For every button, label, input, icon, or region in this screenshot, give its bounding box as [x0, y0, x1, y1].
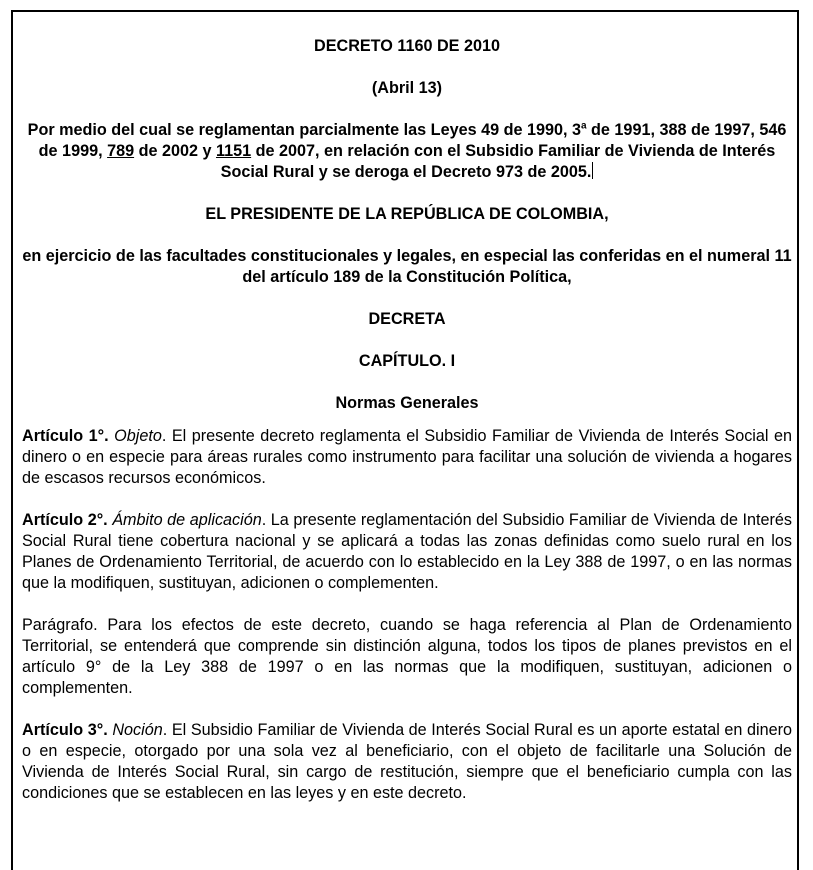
article-1 — [22, 426, 792, 489]
intro-part-1: Por medio del cual se reglamentan parcialmente las Leyes 49 de 1990, 3 — [27, 121, 581, 139]
decree-date: (Abril 13) — [371, 79, 443, 97]
faculties-text: en ejercicio de las facultades constitucionales y legales, en especial las conferidas en el numeral 11 del artículo 189 de la Constitución Política, — [22, 247, 792, 286]
decreta-heading: DECRETA — [368, 310, 446, 328]
paragraph-text: Parágrafo. Para los efectos de este decreto, cuando se haga referencia al Plan de Ordenamiento Territorial, se entenderá que comprende sin distinción alguna, todos los tipos de planes previstos en el artículo 9° de la Ley 388 de 1997 o en las normas que la modifiquen, sustituyan, adicionen o complementen. — [22, 616, 792, 697]
decree-document — [22, 36, 792, 825]
article-number: Artículo 1°. — [22, 427, 109, 445]
article-number: Artículo 2°. — [22, 511, 108, 529]
article-text: . El Subsidio Familiar de Vivienda de Interés Social Rural es un aporte estatal en dinero o en especie, otorgado por una sola vez al beneficiario, con el objeto de facilitarle una Solución de Vivienda de Interés Social Rural, sin cargo de restitución, siempre que el beneficiario cumpla con las condiciones que se establecen en las leyes y en este decreto. — [22, 721, 793, 802]
president-heading: EL PRESIDENTE DE LA REPÚBLICA DE COLOMBIA, — [205, 205, 609, 223]
text-cursor — [592, 162, 593, 179]
intro-superscript: a — [580, 120, 587, 132]
intro-part-2: de 1991, 388 de 1997, 546 de 1999, — [38, 121, 787, 160]
article-3 — [22, 720, 792, 804]
intro-part-3: de 2002 y — [134, 142, 216, 160]
article-2 — [22, 510, 792, 594]
intro-part-4: de 2007, en relación con el Subsidio Familiar de Vivienda de Interés Social Rural y se deroga el Decreto 973 de 2005. — [220, 142, 776, 181]
law-1151-link[interactable]: 1151 — [216, 142, 252, 160]
article-heading: Objeto — [114, 427, 162, 445]
article-heading: Ámbito de aplicación — [112, 511, 262, 529]
article-number: Artículo 3°. — [22, 721, 108, 739]
section-heading: Normas Generales — [335, 394, 479, 412]
article-text: . El presente decreto reglamenta el Subsidio Familiar de Vivienda de Interés Social en dinero o en especie para áreas rurales como instrumento para facilitar una solución de vivienda a hogares de escasos recursos económicos. — [22, 427, 792, 487]
decree-title: DECRETO 1160 DE 2010 — [314, 37, 500, 55]
decree-intro — [22, 120, 792, 183]
law-789-link[interactable]: 789 — [107, 142, 135, 160]
paragraph-note — [22, 615, 792, 699]
article-text: . La presente reglamentación del Subsidio Familiar de Vivienda de Interés Social Rural tiene cobertura nacional y se aplicará a todas las zonas definidas como suelo rural en los Planes de Ordenamiento Territorial, de acuerdo con lo establecido en la Ley 388 de 1997, o en las normas que la modifiquen, sustituyan, adicionen o complementen. — [22, 511, 792, 592]
chapter-heading: CAPÍTULO. I — [358, 352, 456, 370]
article-heading: Noción — [112, 721, 163, 739]
